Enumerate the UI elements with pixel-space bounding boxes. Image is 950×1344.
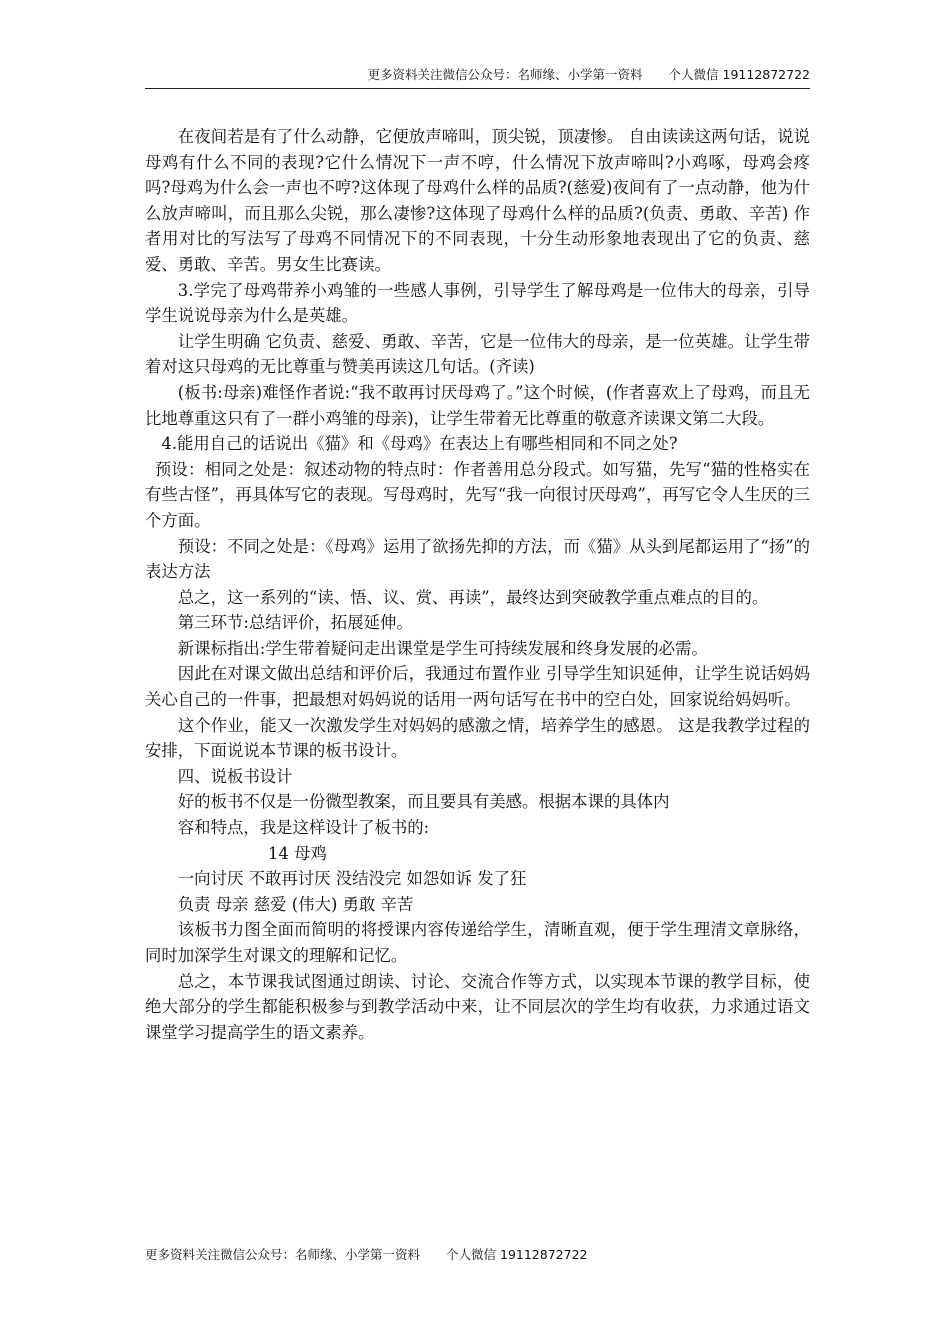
- footer-left-text: 更多资料关注微信公众号：名师缘、小学第一资料: [145, 1247, 421, 1262]
- paragraph: 好的板书不仅是一份微型教案，而且要具有美感。根据本课的具体内: [177, 792, 670, 812]
- board-line: 负责 母亲 慈爱 (伟大) 勇敢 辛苦: [177, 894, 414, 914]
- header-left-text: 更多资料关注微信公众号：名师缘、小学第一资料: [367, 67, 643, 82]
- page-footer: [145, 1245, 587, 1263]
- board-title: 14 母鸡: [268, 843, 327, 863]
- paragraph: (板书:母亲)难怪作者说:“我不敢再讨厌母鸡了。”这个时候，(作者喜欢上了母鸡，而且无比地尊重这只有了一群小鸡雏的母亲)，让学生带着无比尊重的敬意齐读课文第二大段。: [145, 382, 810, 428]
- document-body: [145, 124, 810, 1045]
- paragraph: 让学生明确 它负责、慈爱、勇敢、辛苦，它是一位伟大的母亲，是一位英雄。让学生带着对这只母鸡的无比尊重与赞美再读这几句话。(齐读): [145, 331, 810, 377]
- paragraph: 该板书力图全面而简明的将授课内容传递给学生，清晰直观，便于学生理清文章脉络，同时加深学生对课文的理解和记忆。: [145, 920, 810, 965]
- paragraph: 总之，本节课我试图通过朗读、讨论、交流合作等方式，以实现本节课的教学目标，使绝大部分的学生都能积极参与到教学活动中来，让不同层次的学生均有收获，力求通过语文课堂学习提高学生的语文素养。: [145, 971, 810, 1042]
- paragraph: 新课标指出:学生带着疑问走出课堂是学生可持续发展和终身发展的必需。: [177, 638, 708, 658]
- page-header: [145, 66, 810, 89]
- paragraph: 这个作业，能又一次激发学生对妈妈的感激之情，培养学生的感恩。 这是我教学过程的安排，下面说说本节课的板书设计。: [145, 715, 810, 761]
- paragraph: 容和特点，我是这样设计了板书的:: [177, 818, 430, 838]
- header-right-text: 个人微信 19112872722: [668, 67, 810, 82]
- paragraph: 总之，这一系列的“读、悟、议、赏、再读”，最终达到突破教学重点难点的目的。: [177, 587, 769, 607]
- section-heading: 第三环节:总结评价，拓展延伸。: [177, 613, 413, 633]
- paragraph: 在夜间若是有了什么动静，它便放声啼叫，顶尖锐，顶凄惨。 自由读读这两句话，说说母鸡有什么不同的表现?它什么情况下一声不哼，什么情况下放声啼叫?小鸡啄，母鸡会疼吗?母鸡为什么会一声也不哼?这体现了母鸡什么样的品质?(慈爱)夜间有了一点动静，他为什么放声啼叫，而且那么尖锐，那么凄惨?这体现了母鸡什么样的品质?(负责、勇敢、辛苦) 作者用对比的写法写了母鸡不同情况下的不同表现，十分生动形象地表现出了它的负责、慈爱、勇敢、辛苦。男女生比赛读。: [145, 127, 810, 274]
- paragraph: 3.学完了母鸡带养小鸡雏的一些感人事例，引导学生了解母鸡是一位伟大的母亲，引导学生说说母亲为什么是英雄。: [145, 280, 810, 326]
- board-line: 一向讨厌 不敢再讨厌 没结没完 如怨如诉 发了狂: [177, 869, 527, 889]
- paragraph: 因此在对课文做出总结和评价后，我通过布置作业 引导学生知识延伸，让学生说话妈妈关心自己的一件事，把最想对妈妈说的话用一两句话写在书中的空白处，回家说给妈妈听。: [145, 664, 810, 710]
- paragraph: 预设：不同之处是：《母鸡》运用了欲扬先抑的方法，而《猫》从头到尾都运用了“扬”的表达方法: [145, 536, 810, 582]
- paragraph: 4.能用自己的话说出《猫》和《母鸡》在表达上有哪些相同和不同之处?: [161, 434, 678, 454]
- paragraph: 预设：相同之处是：叙述动物的特点时：作者善用总分段式。如写猫，先写“猫的性格实在有些古怪”，再具体写它的表现。写母鸡时，先写“我一向很讨厌母鸡”，再写它令人生厌的三个方面。: [145, 459, 810, 530]
- footer-right-text: 个人微信 19112872722: [446, 1247, 588, 1262]
- section-heading: 四、说板书设计: [177, 766, 293, 786]
